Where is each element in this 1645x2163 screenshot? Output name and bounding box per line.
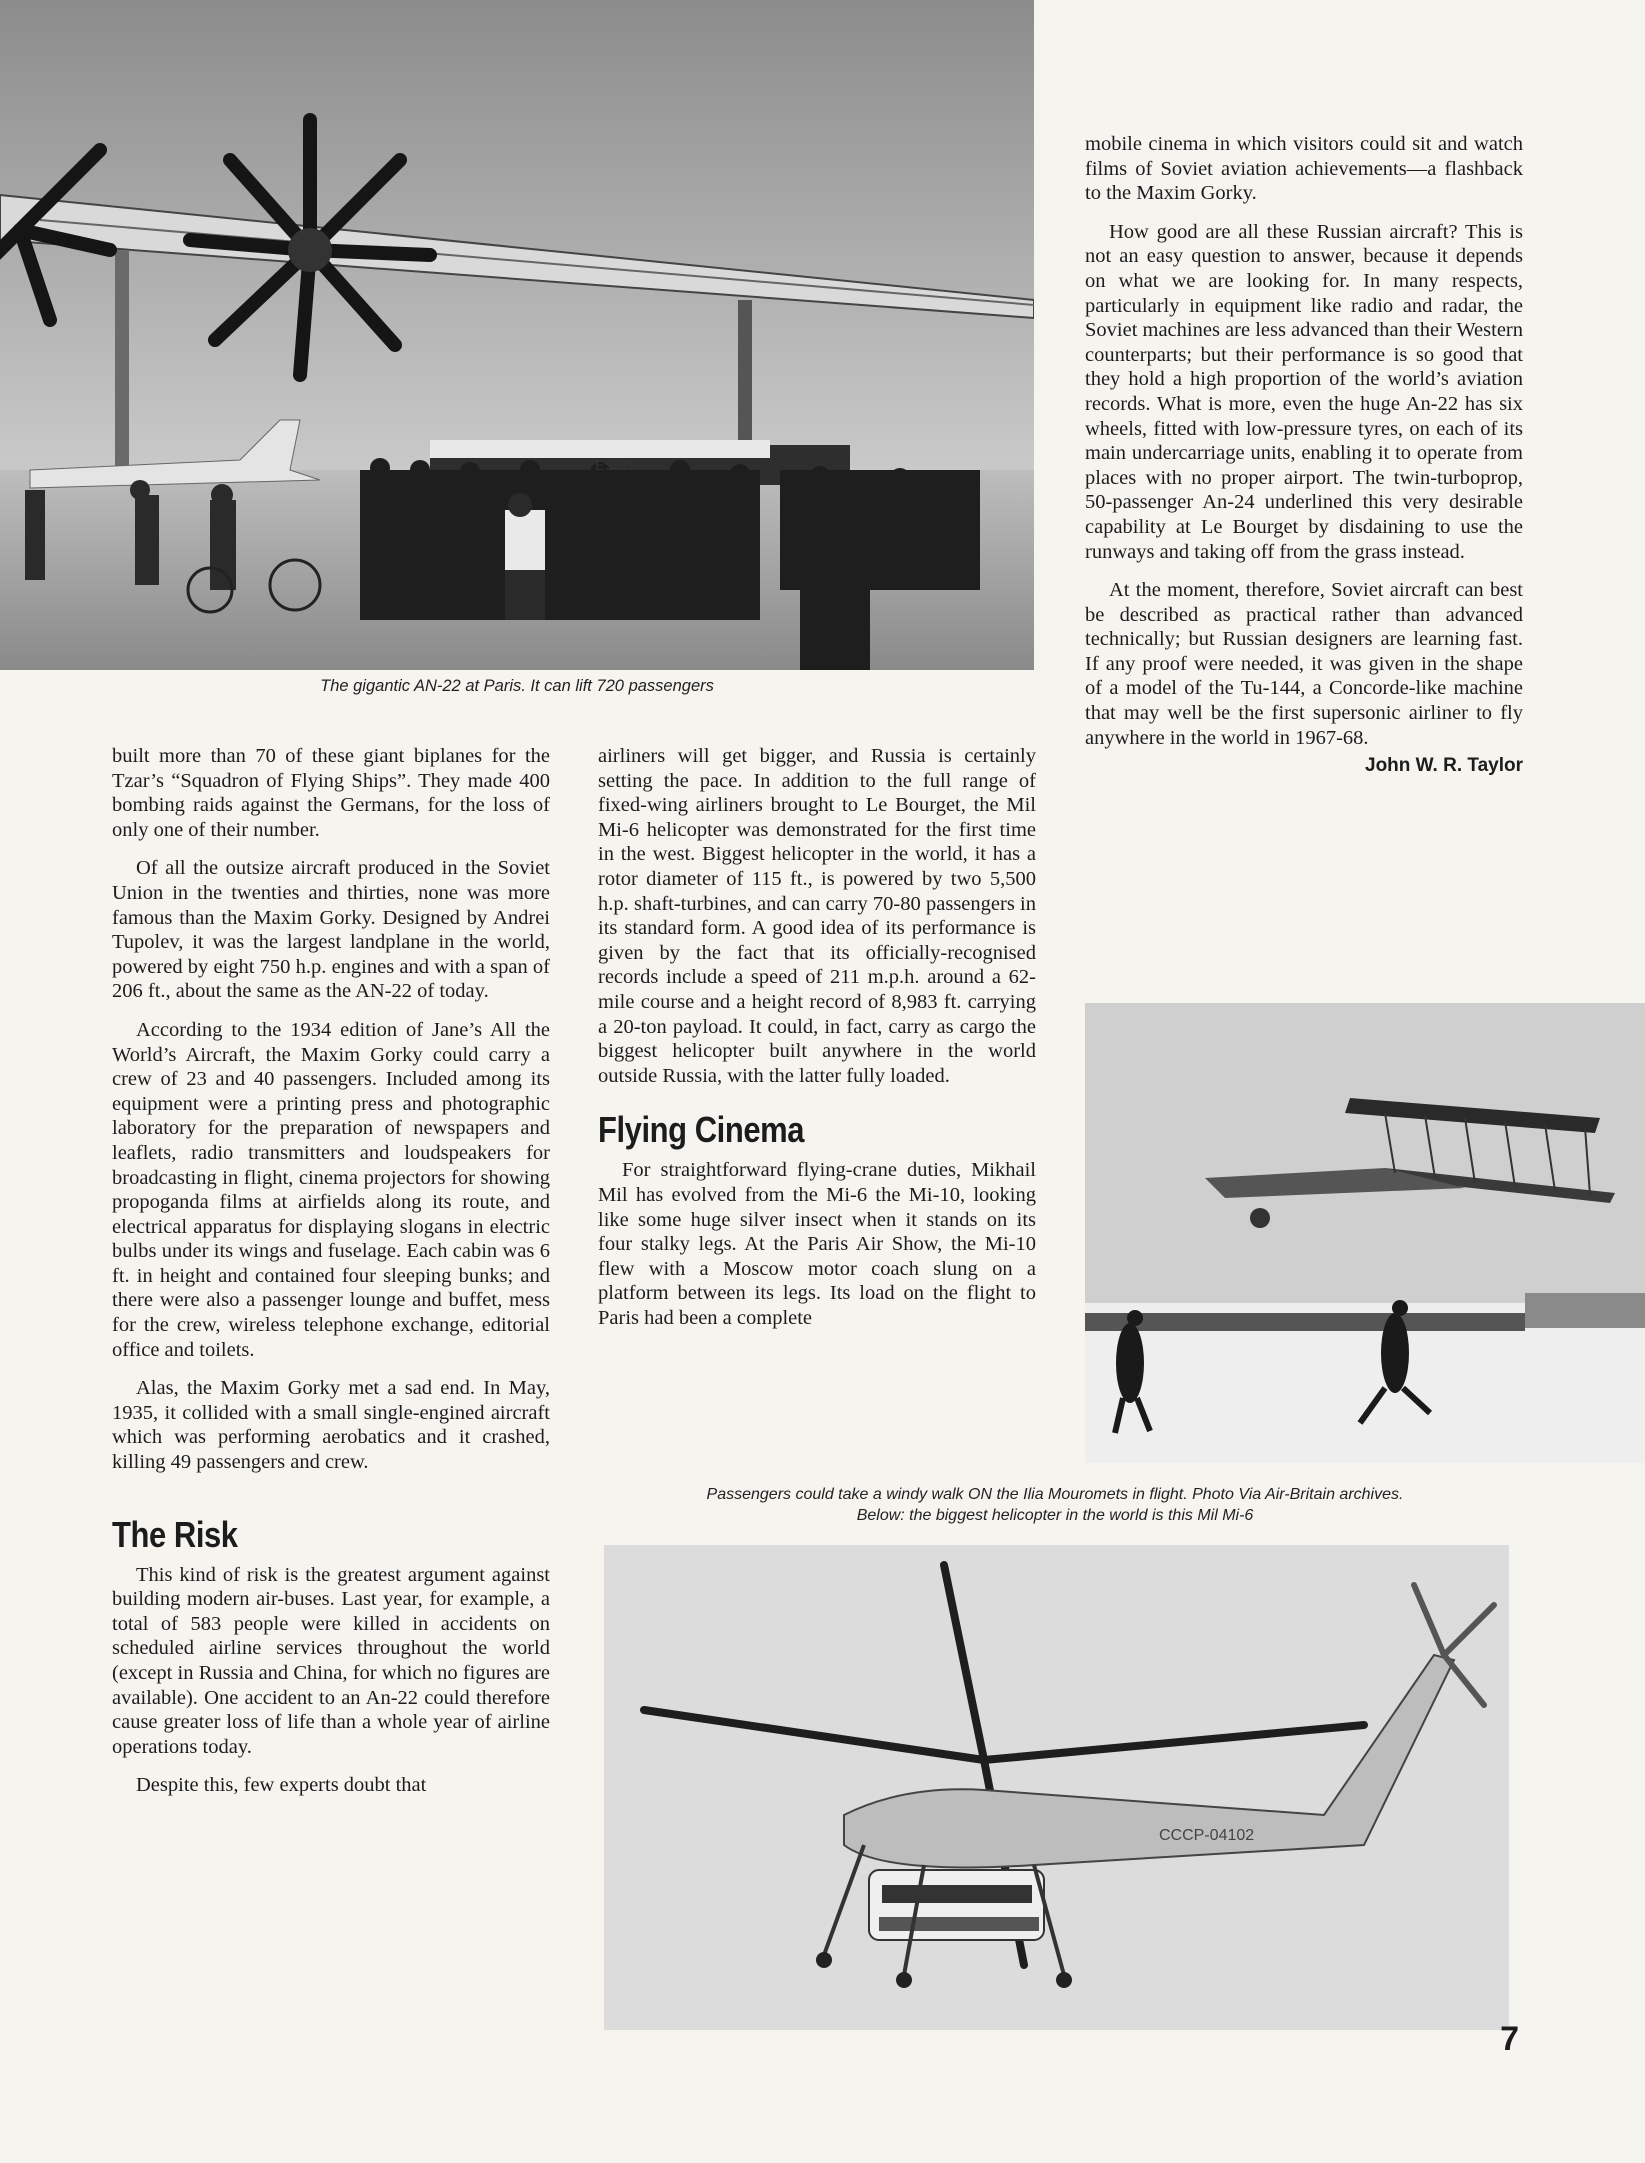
ilia-caption-line1: Passengers could take a windy walk ON the Ilia Mouromets in flight. Photo Via Air-Britain archives. bbox=[706, 1486, 1404, 1503]
an22-photo-art bbox=[0, 0, 1034, 670]
col3-paragraph-2: How good are all these Russian aircraft? This is not an easy question to answer, because it depends on what we are looking for. In many respects, particularly in equipment like radio and radar, the Soviet machines are less advanced than their Western counterparts; but their performance is so good that they hold a high proportion of the world’s aviation records. What is more, even the huge An-22 has six wheels, fitted with low-pressure tyres, on each of its main undercarriage units, enabling it to operate from places with no proper airport. The twin-turboprop, 50-passenger An-24 underlined this very desirable capability at Le Bourget by disdaining to use the runways and taking off from the grass instead. bbox=[1085, 220, 1523, 563]
ilia-mouromets-photo-art bbox=[1085, 1003, 1645, 1463]
col1-paragraph-6: Despite this, few experts doubt that bbox=[136, 1774, 427, 1797]
column-2 bbox=[598, 744, 1036, 1330]
an22-photo bbox=[0, 0, 1034, 670]
helicopter-registration: CCCP-04102 bbox=[1159, 1827, 1255, 1844]
col1-paragraph-1: built more than 70 of these giant biplanes for the Tzar’s “Squadron of Flying Ships”. They made 400 bombing raids against the Germans, for the loss of only one of their number. bbox=[112, 745, 550, 841]
col3-paragraph-1: mobile cinema in which visitors could sit and watch films of Soviet aviation achievements—a flashback to the Maxim Gorky. bbox=[1085, 133, 1523, 205]
col2-paragraph-2: For straightforward flying-crane duties, Mikhail Mil has evolved from the Mi-6 the Mi-10, looking like some huge silver insect when it stands on its four stalky legs. At the Paris Air Show, the Mi-10 flew with a Moscow motor coach slung on a platform between its legs. Its load on the flight to Paris had been a complete bbox=[598, 1159, 1036, 1329]
col2-paragraph-1: airliners will get bigger, and Russia is certainly setting the pace. In addition to the full range of fixed-wing airliners brought to Le Bourget, the Mil Mi-6 helicopter was demonstrated for the first time in the west. Biggest helicopter in the world, it has a rotor diameter of 115 ft., is powered by two 5,500 h.p. shaft-turbines, and can carry 70-80 passengers in its standard form. A good idea of its performance is given by the fact that its officially-recognised records include a speed of 211 m.p.h. around a 62-mile course and a height record of 8,983 ft. carrying a 20-ton payload. It could, in fact, carry as cargo the biggest helicopter built anywhere in the world outside Russia, with the latter fully loaded. bbox=[598, 745, 1036, 1087]
col1-paragraph-2: Of all the outsize aircraft produced in the Soviet Union in the twenties and thirties, none was more famous than the Maxim Gorky. Designed by Andrei Tupolev, it was the largest landplane in the world, powered by eight 750 h.p. engines and with a span of 206 ft., about the same as the AN-22 of today. bbox=[112, 857, 550, 1003]
page-number: 7 bbox=[1500, 2020, 1519, 2058]
heading-flying-cinema: Flying Cinema bbox=[598, 1109, 805, 1151]
mi6-helicopter-art bbox=[604, 1545, 1509, 2030]
column-3 bbox=[1085, 132, 1523, 779]
an22-caption: The gigantic AN-22 at Paris. It can lift 720 passengers bbox=[320, 677, 714, 695]
col1-paragraph-3: According to the 1934 edition of Jane’s All the World’s Aircraft, the Maxim Gorky could carry a crew of 23 and 40 passengers. Included among its equipment were a printing press and photographic laboratory for the preparation of newspapers and leaflets, radio transmitters and loudspeakers for broadcasting in flight, cinema projectors for showing propoganda films at airfields along its route, and electrical apparatus for displaying slogans in electric bulbs under its wings and fuselage. Each cabin was 6 ft. in height and contained four sleeping bunks; and there were also a passenger lounge and buffet, mess for the crew, wireless telephone exchange, editorial office and toilets. bbox=[112, 1018, 550, 1361]
col1-paragraph-4: Alas, the Maxim Gorky met a sad end. In May, 1935, it collided with a small single-engined aircraft which was performing aerobatics and it crashed, killing 49 passengers and crew. bbox=[112, 1377, 550, 1474]
ilia-mouromets-photo bbox=[1085, 1003, 1645, 1463]
mi6-helicopter-photo bbox=[604, 1545, 1509, 2030]
col1-paragraph-5: This kind of risk is the greatest argument against building modern air-buses. Last year, for example, a total of 583 people were killed in accidents on scheduled airline services throughout the world (except in Russia and China, for which no figures are available). One accident to an An-22 could therefore cause greater loss of life than a whole year of airline operations today. bbox=[112, 1563, 550, 1758]
col3-paragraph-3: At the moment, therefore, Soviet aircraft can best be described as practical rather than advanced technically; but Russian designers are learning fast. If any proof were needed, it was given in the shape of a model of the Tu-144, a Concorde-like machine that may well be the first supersonic airliner to fly anywhere in the world in 1967-68. bbox=[1085, 579, 1523, 749]
heading-the-risk: The Risk bbox=[112, 1513, 238, 1555]
ilia-caption-line2: Below: the biggest helicopter in the world is this Mil Mi-6 bbox=[856, 1507, 1254, 1524]
author-byline: John W. R. Taylor bbox=[1365, 755, 1523, 777]
esso-logo-text: ESSO bbox=[595, 457, 634, 473]
column-1 bbox=[112, 744, 550, 1798]
